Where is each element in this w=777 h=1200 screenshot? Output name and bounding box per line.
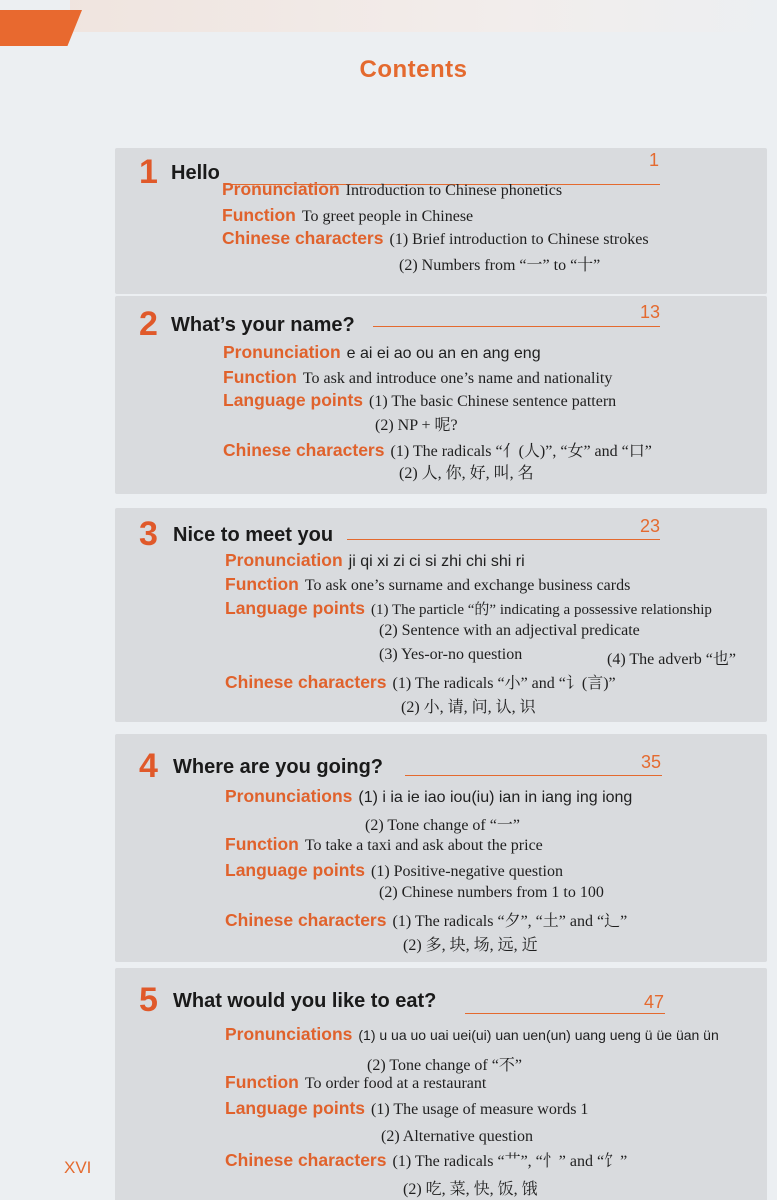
language-item: (4) The adverb “也”: [607, 651, 736, 668]
leader-rule: [465, 1013, 665, 1014]
language-item: (1) The basic Chinese sentence pattern: [369, 393, 617, 410]
pronunciation-label: Pronunciations: [225, 1024, 353, 1044]
unit-page: 13: [640, 302, 661, 322]
chars-item: (2) 吃, 菜, 快, 饭, 饿: [403, 1181, 538, 1198]
function-label: Function: [225, 1072, 299, 1092]
unit-title: Where are you going?: [173, 756, 384, 778]
chars-label: Chinese characters: [225, 672, 387, 692]
chars-row: [223, 438, 652, 461]
function-label: Function: [223, 367, 297, 387]
chars-item: (1) The radicals “亻(人)”, “女” and “口”: [390, 443, 652, 460]
pronunciation-label: Pronunciation: [222, 179, 340, 199]
function-text: To take a taxi and ask about the price: [304, 837, 543, 854]
pronunciation-row: [225, 550, 525, 571]
pronunciation-row: [222, 179, 562, 200]
pronunciation-text: ji qi xi zi ci si zhi chi shi ri: [348, 553, 525, 570]
function-text: To order food at a restaurant: [304, 1075, 487, 1092]
chars-label: Chinese characters: [222, 228, 384, 248]
unit-header: [115, 746, 767, 786]
leader-rule: [347, 539, 660, 540]
chars-row: [225, 908, 627, 931]
function-row: [223, 367, 612, 388]
chars-row: [222, 228, 649, 249]
language-item: (2) Chinese numbers from 1 to 100: [379, 884, 604, 901]
unit-page: 35: [641, 752, 662, 772]
pronunciation-row: [225, 1024, 719, 1045]
language-item: (1) Positive-negative question: [371, 863, 563, 880]
leader-rule: [373, 326, 660, 327]
language-label: Language points: [225, 1098, 365, 1118]
unit-1: [115, 148, 767, 294]
unit-header: [115, 304, 767, 344]
language-row: [225, 1098, 588, 1119]
function-label: Function: [225, 574, 299, 594]
pronunciation-row: [225, 786, 632, 807]
function-row: [225, 834, 543, 855]
unit-page: 1: [649, 150, 660, 170]
chars-item: (2) 多, 块, 场, 远, 近: [403, 937, 538, 954]
chars-row: [225, 670, 616, 693]
pronunciation-text: e ai ei ao ou an en ang eng: [346, 345, 541, 362]
chars-item: (2) 人, 你, 好, 叫, 名: [399, 465, 534, 482]
pronunciation-text: Introduction to Chinese phonetics: [345, 182, 563, 199]
unit-title: What’s your name?: [171, 314, 355, 336]
unit-number: 2: [139, 305, 158, 343]
unit-title: Nice to meet you: [173, 524, 334, 546]
pronunciation-item: (2) Tone change of “不”: [367, 1057, 522, 1074]
unit-page: 47: [644, 992, 665, 1012]
function-label: Function: [225, 834, 299, 854]
unit-title: What would you like to eat?: [173, 990, 437, 1012]
function-text: To greet people in Chinese: [301, 208, 474, 225]
unit-header: [115, 514, 767, 554]
function-row: [222, 205, 473, 226]
header-band: [70, 0, 777, 32]
unit-3: [115, 508, 767, 722]
chars-label: Chinese characters: [225, 1150, 387, 1170]
chars-item: (2) 小, 请, 问, 认, 识: [401, 699, 536, 716]
language-item: (1) The particle “的” indicating a possessive relationship: [371, 602, 712, 618]
unit-number: 4: [139, 747, 158, 785]
pronunciation-label: Pronunciation: [223, 342, 341, 362]
language-item: (2) Alternative question: [381, 1128, 533, 1145]
language-item: (2) Sentence with an adjectival predicate: [379, 622, 640, 639]
language-label: Language points: [225, 598, 365, 618]
function-text: To ask and introduce one’s name and nationality: [302, 370, 613, 387]
function-row: [225, 574, 630, 595]
pronunciation-label: Pronunciations: [225, 786, 353, 806]
unit-header: [115, 980, 767, 1020]
language-item: (1) The usage of measure words 1: [371, 1101, 589, 1118]
chars-item: (1) The radicals “艹”, “忄” and “饣”: [392, 1153, 628, 1170]
unit-page: 23: [640, 516, 661, 536]
page-number: XVI: [64, 1158, 92, 1177]
unit-number: 5: [139, 981, 158, 1019]
pronunciation-item: (1) u ua uo uai uei(ui) uan uen(un) uang ueng ü üe üan ün: [358, 1027, 719, 1043]
chars-row: [225, 1148, 627, 1171]
unit-4: [115, 734, 767, 962]
unit-number: 1: [139, 153, 158, 191]
unit-number: 3: [139, 515, 158, 553]
unit-2: [115, 296, 767, 494]
pronunciation-item: (2) Tone change of “一”: [365, 817, 520, 834]
language-row: [223, 390, 616, 411]
unit-5: [115, 968, 767, 1200]
leader-rule: [405, 775, 662, 776]
pronunciation-item: (1) i ia ie iao iou(iu) ian in iang ing iong: [358, 789, 633, 806]
language-row: [225, 598, 712, 619]
pronunciation-row: [223, 342, 541, 363]
header-accent-stripe: [0, 10, 82, 46]
language-item: (2) NP + 呢?: [375, 417, 458, 434]
page-title: Contents: [359, 56, 468, 83]
chars-item: (1) Brief introduction to Chinese strokes: [389, 231, 649, 248]
chars-item: (1) The radicals “夕”, “土” and “辶”: [392, 913, 628, 930]
language-label: Language points: [225, 860, 365, 880]
language-label: Language points: [223, 390, 363, 410]
language-row: [225, 860, 563, 881]
language-item: (3) Yes-or-no question: [379, 646, 523, 663]
pronunciation-label: Pronunciation: [225, 550, 343, 570]
function-row: [225, 1072, 486, 1093]
unit-title: Hello: [171, 162, 220, 184]
function-label: Function: [222, 205, 296, 225]
chars-item: (1) The radicals “小” and “讠(言)”: [392, 675, 616, 692]
chars-item: (2) Numbers from “一” to “十”: [399, 257, 601, 274]
chars-label: Chinese characters: [225, 910, 387, 930]
chars-label: Chinese characters: [223, 440, 385, 460]
function-text: To ask one’s surname and exchange business cards: [304, 577, 631, 594]
